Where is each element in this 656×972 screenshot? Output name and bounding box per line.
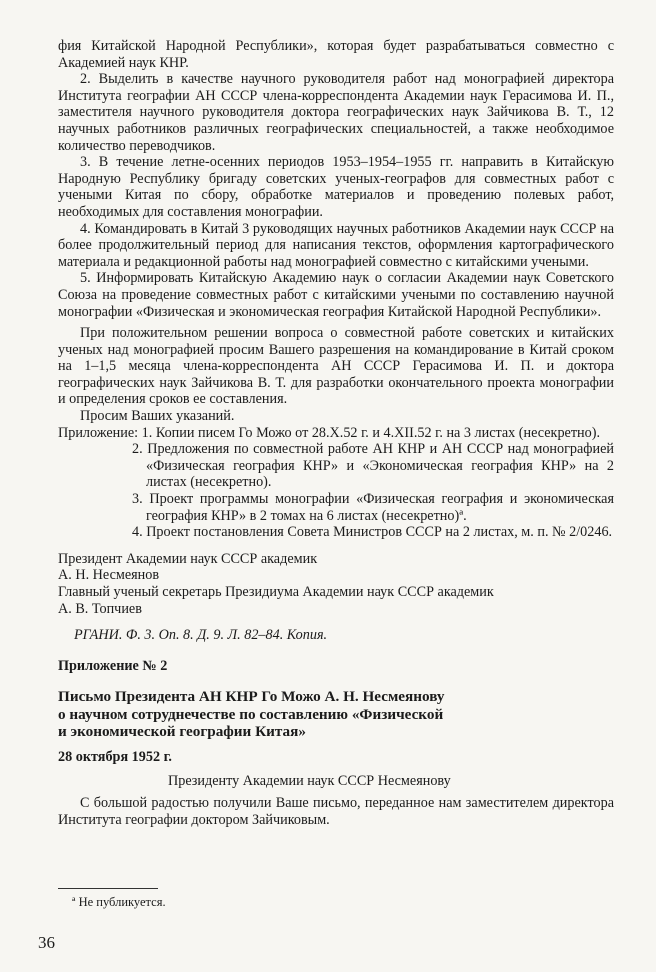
president-name: А. Н. Несмеянов (58, 567, 160, 584)
letter-title-line: и экономической географии Китая» (58, 723, 306, 741)
appendix2-label: Приложение № 2 (58, 657, 168, 674)
appendix-list (58, 441, 614, 541)
page-number: 36 (38, 933, 55, 952)
letter-title-line: Письмо Президента АН КНР Го Можо А. Н. Несмеянову (58, 688, 445, 706)
appendix-item: 4. Проект постановления Совета Министров СССР на 2 листах, м. п. № 2/0246. (132, 524, 613, 541)
appendix-item: 2. Предложения по совместной работе АН КНР и АН СССР над монографией «Физическая география КНР» и «Экономическая география КНР» на 2 листах (несекретно). (132, 441, 614, 491)
paragraph-item-2: 2. Выделить в качестве научного руководителя работ над монографией директора Института географии АН СССР члена-корреспондента Академии наук Герасимова И. П., заместителя научного руководителя доктора географических наук Зайчикова В. Т., 12 научных работников различных географических специальностей, а также необходимое количество переводчиков. (58, 71, 614, 154)
appendix-heading: Приложение: 1. Копии писем Го Можо от 28.X.52 г. и 4.XII.52 г. на 3 листах (несекретно). (58, 424, 600, 441)
letter-body: С большой радостью получили Ваше письмо, переданное нам заместителем директора Института географии доктором Зайчиковым. (58, 795, 614, 828)
paragraph-item-4: 4. Командировать в Китай 3 руководящих научных работников Академии наук СССР на более продолжительный период для написания текстов, оформления картографического материала и редакционной работы над монографией совместно с китайскими учеными. (58, 220, 614, 270)
secretary-title: Главный ученый секретарь Президиума Академии наук СССР академик (58, 584, 494, 600)
signature-block (58, 551, 614, 617)
appendix-item: 3. Проект программы монографии «Физическая география и экономическая география КНР» в 2 томах на 6 листах (несекретно)ª. (132, 491, 614, 524)
footnote-divider (58, 888, 158, 889)
main-text (58, 38, 614, 828)
archive-source: РГАНИ. Ф. 3. Оп. 8. Д. 9. Л. 82–84. Копия. (74, 627, 328, 644)
paragraph-request: При положительном решении вопроса о совместной работе советских и китайских ученых над монографией просим Вашего разрешения на командирование в Китай сроком на 1–1,5 месяца члена-корреспондента АН СССР Герасимова И. П. и доктора географических наук Зайчикова В. Т. для разработки окончательного проекта монографии и определения сроков ее составления. (58, 325, 614, 408)
paragraph-continuation: фия Китайской Народной Республики», которая будет разрабатываться совместно с Академией наук КНР. (58, 38, 614, 71)
paragraph-item-3: 3. В течение летне-осенних периодов 1953–1954–1955 гг. направить в Китайскую Народную Республику бригаду советских ученых-географов для совместных работ с учеными Китая по сбору, обработке материалов и проведению полевых работ, необходимых для составления монографии. (58, 154, 614, 220)
letter-addressee: Президенту Академии наук СССР Несмеянову (168, 773, 451, 790)
footnote: ª Не публикуется. (72, 895, 166, 909)
letter-title-line: о научном сотруднечестве по составлению «Физической (58, 705, 444, 723)
paragraph-instructions: Просим Ваших указаний. (80, 408, 235, 425)
president-title: Президент Академии наук СССР академик (58, 550, 318, 567)
paragraph-item-5: 5. Информировать Китайскую Академию наук о согласии Академии наук Советского Союза на проведение совместных работ с китайскими учеными по составлению научной монографии «Физическая и экономическая география Китайской Народной Республики». (58, 270, 614, 320)
secretary-name: А. В. Топчиев (58, 600, 142, 617)
letter-date: 28 октября 1952 г. (58, 748, 172, 765)
letter-title (58, 688, 614, 741)
